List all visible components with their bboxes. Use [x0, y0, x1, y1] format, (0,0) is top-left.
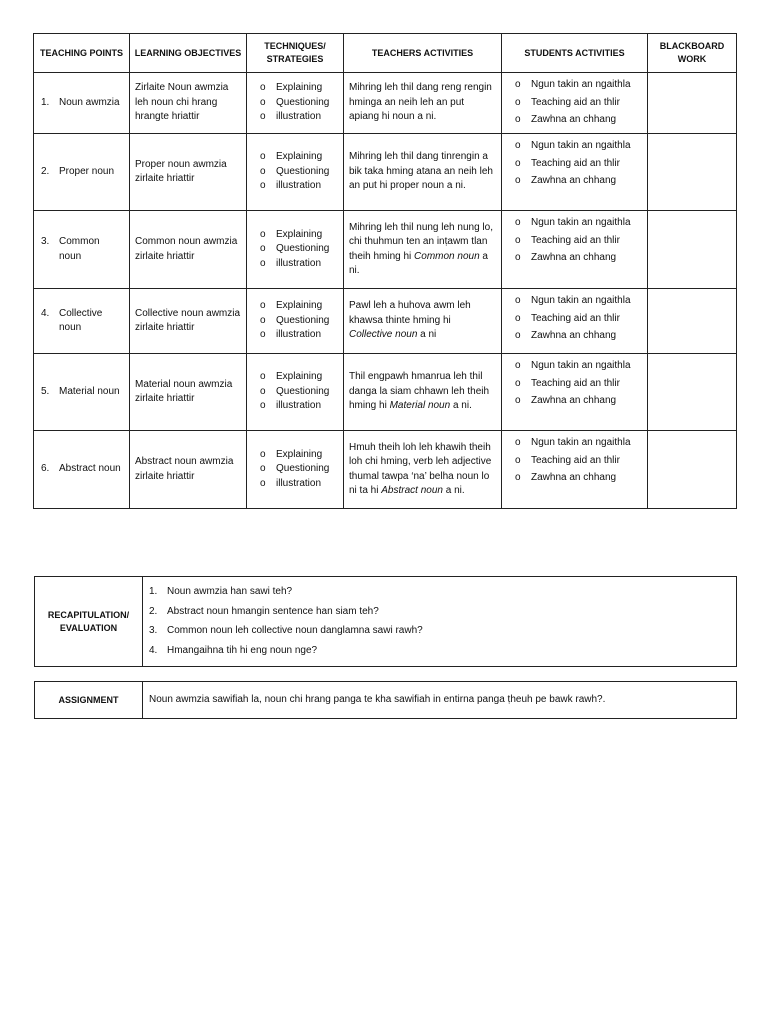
technique-label: illustration [276, 180, 322, 192]
student-activity-label: Teaching aid an thlir [531, 312, 620, 324]
technique-item [260, 150, 338, 165]
learning-objective-cell: Zirlaite Noun awmzia leh noun chi hrang hrangte hriattir [130, 73, 247, 134]
student-activity-item [515, 312, 642, 327]
bullet-marker: o [515, 175, 521, 186]
student-activity-label: Ngun takin an ngaithla [531, 217, 631, 228]
bullet-marker: o [515, 217, 521, 228]
student-activity-item [515, 251, 642, 266]
technique-label: Explaining [276, 82, 323, 94]
bullet-marker: o [515, 295, 521, 306]
technique-label: Explaining [276, 228, 323, 240]
technique-item [260, 477, 338, 492]
technique-label: illustration [276, 329, 322, 341]
technique-item [260, 385, 338, 400]
bullet-marker: o [515, 330, 521, 341]
bullet-marker: o [515, 96, 521, 108]
technique-label: illustration [276, 111, 322, 123]
student-activities-list [507, 359, 642, 409]
technique-label: Explaining [276, 300, 323, 312]
bullet-marker: o [260, 463, 266, 475]
bullet-marker: o [515, 454, 521, 466]
bullet-marker: o [515, 312, 521, 324]
header-blackboard-work: BLACKBOARD WORK [648, 34, 737, 73]
techniques-list [252, 228, 338, 272]
teaching-point-cell [34, 73, 130, 134]
student-activity-label: Ngun takin an ngaithla [531, 79, 631, 90]
student-activity-label: Teaching aid an thlir [531, 377, 620, 389]
techniques-cell [247, 73, 344, 134]
technique-label: Questioning [276, 314, 330, 326]
bullet-marker: o [260, 243, 266, 255]
teacher-activity-tail: a ni. [442, 485, 465, 496]
student-activity-item [515, 78, 642, 93]
table-row [34, 431, 737, 509]
student-activity-item [515, 234, 642, 249]
techniques-list [252, 81, 338, 125]
technique-item [260, 179, 338, 194]
teacher-activity-text: Hmuh theih loh leh khawih theih loh chi hming, verb leh adjective thumal tawpa ‘na’ belha noun lo ni ta hi [349, 441, 492, 496]
technique-item [260, 299, 338, 314]
student-activities-cell [502, 354, 648, 431]
technique-label: Questioning [276, 463, 330, 475]
student-activity-label: Zawhna an chhang [531, 175, 617, 186]
bullet-marker: o [260, 448, 266, 460]
bullet-marker: o [260, 228, 266, 240]
teaching-point-label: Material noun [59, 385, 120, 397]
student-activity-label: Zawhna an chhang [531, 395, 617, 406]
header-row [34, 34, 737, 73]
teacher-activity-cell [344, 73, 502, 134]
teacher-activity-cell [344, 289, 502, 354]
bullet-marker: o [260, 371, 266, 383]
header-teaching-points: TEACHING POINTS [34, 34, 130, 73]
teaching-point-number: 3. [41, 236, 50, 247]
techniques-list [252, 150, 338, 194]
technique-item [260, 242, 338, 257]
learning-objective-cell: Material noun awmzia zirlaite hriattir [130, 354, 247, 431]
student-activity-item [515, 216, 642, 231]
student-activity-label: Ngun takin an ngaithla [531, 360, 631, 371]
teaching-point-label: Common noun [59, 236, 100, 262]
teaching-point-label: Noun awmzia [59, 96, 120, 108]
bullet-marker: o [260, 96, 266, 108]
teaching-point-cell [34, 289, 130, 354]
student-activity-item [515, 139, 642, 154]
teacher-activity-text: Thil engpawh hmanrua leh thil danga la siam chhawn leh theih hming hi [349, 371, 490, 412]
recap-question-number: 1. [149, 586, 158, 597]
student-activities-cell [502, 211, 648, 289]
student-activities-list [507, 216, 642, 266]
bullet-marker: o [515, 360, 521, 371]
bullet-marker: o [515, 79, 521, 90]
technique-item [260, 399, 338, 414]
assignment-text: Noun awmzia sawifiah la, noun chi hrang panga te kha sawifiah in entirna panga ṭheuh pe bawk rawh?. [143, 682, 737, 719]
student-activity-item [515, 359, 642, 374]
learning-objective-cell: Proper noun awmzia zirlaite hriattir [130, 134, 247, 211]
technique-label: Questioning [276, 165, 330, 177]
student-activities-list [507, 78, 642, 128]
technique-item [260, 328, 338, 343]
teaching-point-cell [34, 354, 130, 431]
teaching-point-number: 1. [41, 96, 50, 108]
technique-label: Explaining [276, 448, 323, 460]
bullet-marker: o [515, 437, 521, 448]
student-activity-label: Teaching aid an thlir [531, 157, 620, 169]
blackboard-work-cell [648, 211, 737, 289]
teaching-point-number: 6. [41, 463, 50, 475]
bullet-marker: o [515, 252, 521, 263]
learning-objective-cell: Collective noun awmzia zirlaite hriattir [130, 289, 247, 354]
recap-question [149, 624, 730, 639]
technique-label: Explaining [276, 151, 323, 163]
technique-item [260, 314, 338, 329]
student-activities-cell [502, 289, 648, 354]
recapitulation-table [34, 576, 737, 667]
teaching-point-label: Proper noun [59, 165, 115, 177]
blackboard-work-cell [648, 431, 737, 509]
recap-question [149, 585, 730, 600]
student-activities-list [507, 436, 642, 486]
header-students-activities: STUDENTS ACTIVITIES [502, 34, 648, 73]
recap-question-number: 2. [149, 605, 158, 617]
bullet-marker: o [515, 472, 521, 483]
bullet-marker: o [260, 165, 266, 177]
teacher-activity-text: Mihring leh thil nung leh nung lo, chi thuhmun ten an inṭawm tlan theih hming hi [349, 221, 493, 262]
student-activities-cell [502, 431, 648, 509]
bullet-marker: o [515, 395, 521, 406]
recap-question-number: 3. [149, 625, 158, 636]
blackboard-work-cell [648, 73, 737, 134]
technique-label: illustration [276, 400, 322, 412]
student-activities-list [507, 294, 642, 344]
bullet-marker: o [515, 140, 521, 151]
recap-question-text: Common noun leh collective noun danglamna sawi rawh? [167, 625, 423, 636]
teacher-activity-term: Collective noun [349, 329, 418, 341]
student-activity-item [515, 96, 642, 111]
bullet-marker: o [515, 157, 521, 169]
student-activity-label: Teaching aid an thlir [531, 96, 620, 108]
bullet-marker: o [515, 114, 521, 125]
techniques-cell [247, 431, 344, 509]
teaching-point-label: Collective noun [59, 307, 103, 333]
bullet-marker: o [260, 314, 266, 326]
techniques-list [252, 370, 338, 414]
technique-item [260, 462, 338, 477]
bullet-marker: o [515, 377, 521, 389]
student-activities-cell [502, 134, 648, 211]
technique-item [260, 228, 338, 243]
technique-label: Questioning [276, 385, 330, 397]
student-activity-label: Zawhna an chhang [531, 114, 617, 125]
blackboard-work-cell [648, 289, 737, 354]
bullet-marker: o [515, 234, 521, 246]
header-teachers-activities: TEACHERS ACTIVITIES [344, 34, 502, 73]
bullet-marker: o [260, 385, 266, 397]
teacher-activity-term: Common noun [414, 250, 480, 262]
lesson-plan-table [33, 33, 737, 509]
bullet-marker: o [260, 257, 266, 269]
techniques-cell [247, 354, 344, 431]
recap-question-number: 4. [149, 644, 158, 656]
bullet-marker: o [260, 82, 266, 94]
student-activity-label: Teaching aid an thlir [531, 454, 620, 466]
technique-item [260, 370, 338, 385]
technique-item [260, 96, 338, 111]
bullet-marker: o [260, 151, 266, 163]
recap-question [149, 605, 730, 620]
techniques-list [252, 299, 338, 343]
table-row [34, 289, 737, 354]
assignment-label: ASSIGNMENT [35, 682, 143, 719]
bullet-marker: o [260, 300, 266, 312]
student-activity-item [515, 174, 642, 189]
student-activity-label: Zawhna an chhang [531, 472, 617, 483]
technique-label: illustration [276, 477, 322, 489]
technique-label: Explaining [276, 371, 323, 383]
technique-label: illustration [276, 257, 322, 269]
teaching-point-cell [34, 134, 130, 211]
recap-question-list [149, 585, 730, 658]
bullet-marker: o [260, 400, 266, 412]
bullet-marker: o [260, 477, 266, 489]
assignment-table [34, 681, 737, 719]
teacher-activity-tail: a ni [417, 329, 437, 341]
technique-item [260, 257, 338, 272]
learning-objective-cell: Abstract noun awmzia zirlaite hriattir [130, 431, 247, 509]
recap-question [149, 644, 730, 659]
student-activity-label: Ngun takin an ngaithla [531, 140, 631, 151]
recap-question-text: Abstract noun hmangin sentence han siam teh? [167, 605, 379, 617]
techniques-cell [247, 211, 344, 289]
recap-label: RECAPITULATION/ EVALUATION [35, 577, 143, 667]
recap-question-text: Noun awmzia han sawi teh? [167, 586, 293, 597]
student-activity-item [515, 157, 642, 172]
header-learning-objectives: LEARNING OBJECTIVES [130, 34, 247, 73]
student-activity-item [515, 294, 642, 309]
student-activity-label: Zawhna an chhang [531, 330, 617, 341]
teaching-point-label: Abstract noun [59, 463, 121, 475]
technique-item [260, 110, 338, 125]
teacher-activity-cell [344, 431, 502, 509]
teacher-activity-tail: a ni. [450, 400, 472, 412]
blackboard-work-cell [648, 354, 737, 431]
teaching-point-number: 2. [41, 165, 50, 177]
table-row [34, 134, 737, 211]
student-activity-item [515, 471, 642, 486]
recap-questions-cell [143, 577, 737, 667]
recap-question-text: Hmangaihna tih hi eng noun nge? [167, 644, 318, 656]
teacher-activity-cell [344, 134, 502, 211]
teacher-activity-text: Pawl leh a huhova awm leh khawsa thinte hming hi [349, 300, 471, 326]
teacher-activity-term: Material noun [389, 400, 451, 412]
student-activity-label: Ngun takin an ngaithla [531, 437, 631, 448]
table-row [34, 211, 737, 289]
student-activities-cell [502, 73, 648, 134]
student-activity-label: Teaching aid an thlir [531, 234, 620, 246]
student-activities-list [507, 139, 642, 189]
student-activity-label: Zawhna an chhang [531, 252, 617, 263]
student-activity-item [515, 454, 642, 469]
blackboard-work-cell [648, 134, 737, 211]
table-row [34, 354, 737, 431]
student-activity-item [515, 394, 642, 409]
teaching-point-cell [34, 431, 130, 509]
technique-item [260, 81, 338, 96]
teacher-activity-cell [344, 211, 502, 289]
teacher-activity-text: Mihring leh thil dang reng rengin hminga an neih leh an put apiang hi noun a ni. [349, 82, 492, 123]
table-row [34, 73, 737, 134]
learning-objective-cell: Common noun awmzia zirlaite hriattir [130, 211, 247, 289]
bullet-marker: o [260, 111, 266, 123]
teaching-point-number: 5. [41, 385, 50, 397]
techniques-cell [247, 289, 344, 354]
bullet-marker: o [260, 329, 266, 341]
bullet-marker: o [260, 180, 266, 192]
student-activity-item [515, 329, 642, 344]
teacher-activity-term: Abstract noun [381, 485, 443, 496]
teaching-point-cell [34, 211, 130, 289]
techniques-list [252, 448, 338, 492]
header-techniques: TECHNIQUES/ STRATEGIES [247, 34, 344, 73]
student-activity-item [515, 113, 642, 128]
student-activity-label: Ngun takin an ngaithla [531, 295, 631, 306]
technique-item [260, 165, 338, 180]
teaching-point-number: 4. [41, 307, 50, 319]
technique-item [260, 448, 338, 463]
student-activity-item [515, 377, 642, 392]
teacher-activity-text: Mihring leh thil dang tinrengin a bik taka hming atana an neih leh an put hi proper noun a ni. [349, 151, 493, 192]
technique-label: Questioning [276, 243, 330, 255]
teacher-activity-tail: a ni. [349, 250, 488, 276]
techniques-cell [247, 134, 344, 211]
teacher-activity-cell [344, 354, 502, 431]
technique-label: Questioning [276, 96, 330, 108]
student-activity-item [515, 436, 642, 451]
